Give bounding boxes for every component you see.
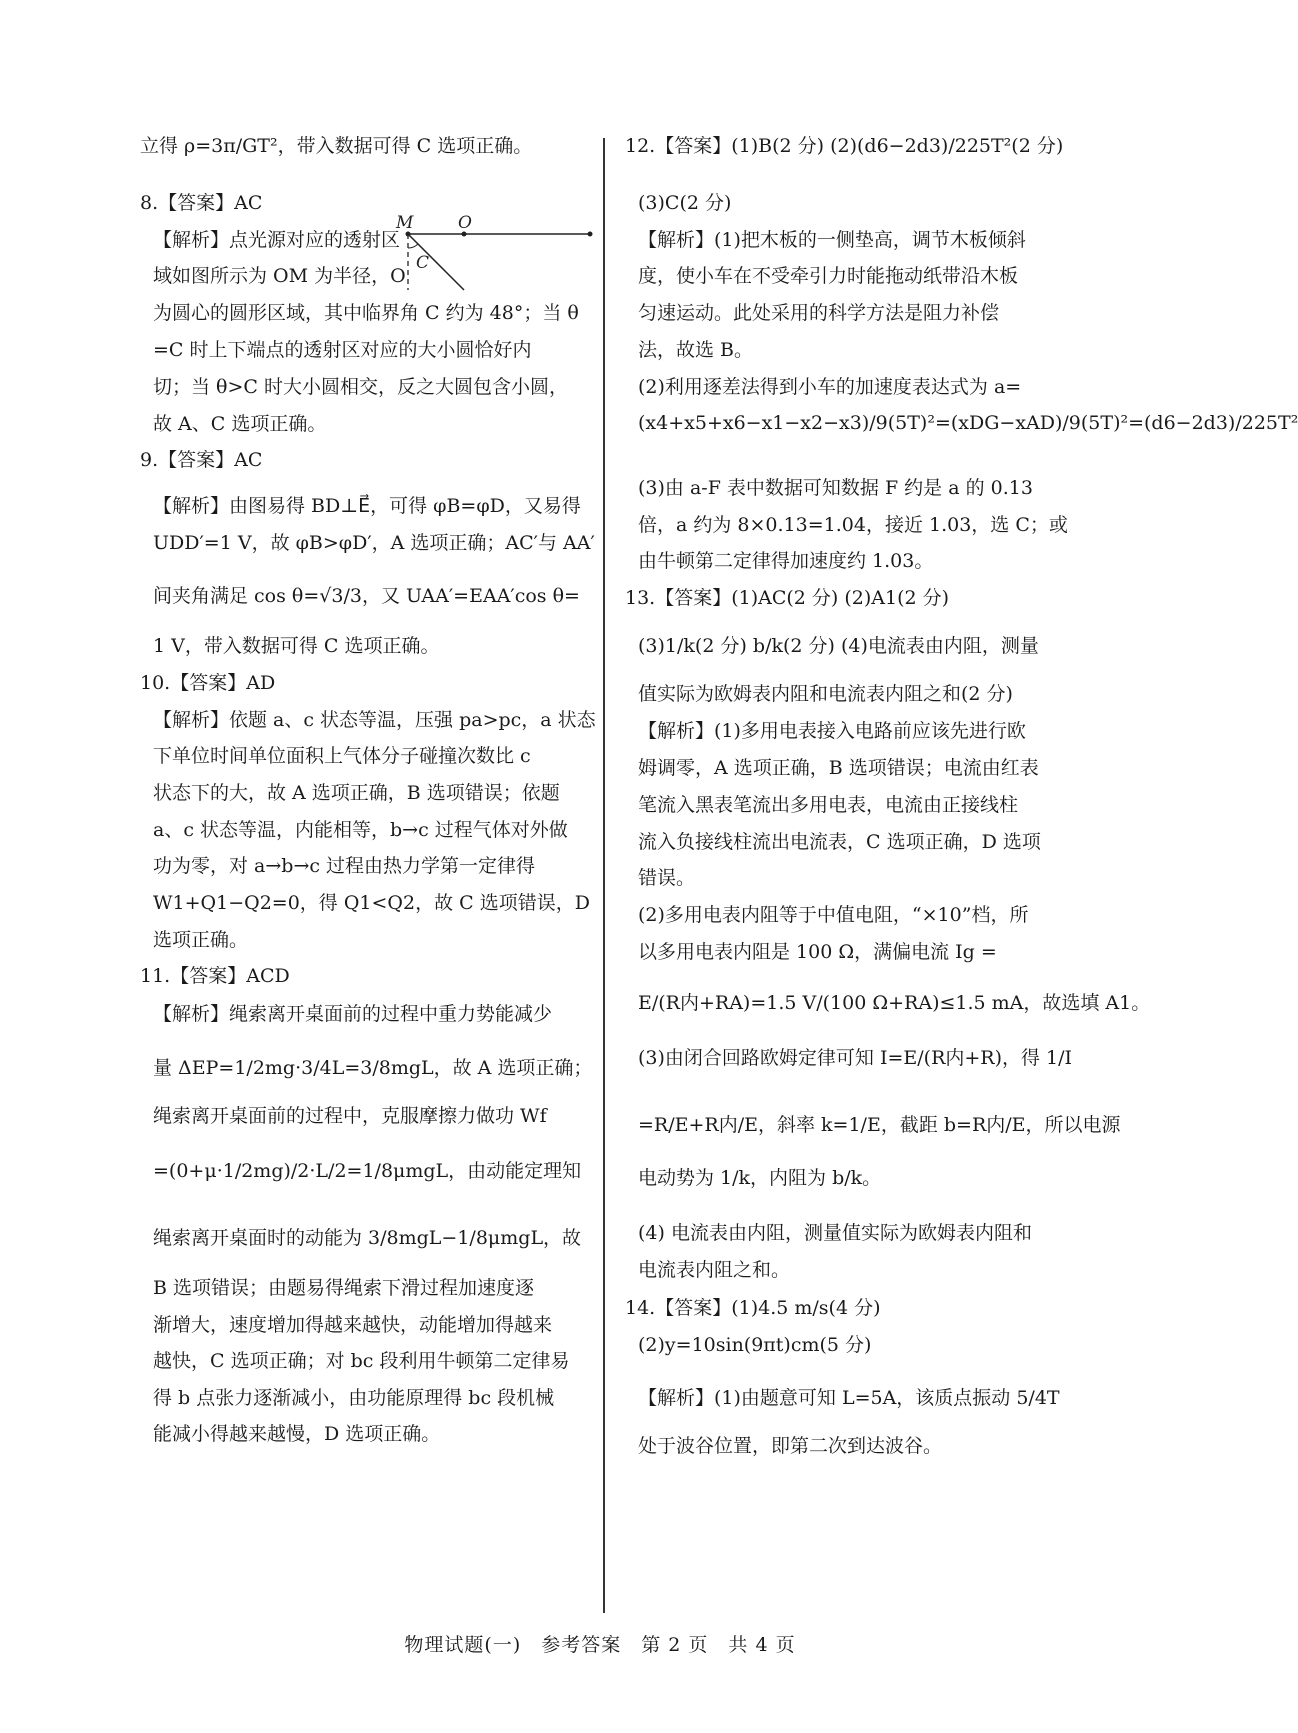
label-m: M bbox=[396, 213, 414, 233]
right-line: (2)多用电表内阻等于中值电阻，“×10”档，所 bbox=[638, 904, 1029, 926]
right-line: (3)C(2 分) bbox=[638, 192, 732, 214]
label-o: O bbox=[458, 213, 472, 233]
left-line: 功为零，对 a→b→c 过程由热力学第一定律得 bbox=[153, 855, 536, 877]
left-line: 越快，C 选项正确；对 bc 段利用牛顿第二定律易 bbox=[153, 1350, 570, 1372]
left-line: 绳索离开桌面前的过程中，克服摩擦力做功 Wf bbox=[153, 1105, 547, 1127]
left-line: 量 ΔEP=1/2mg·3/4L=3/8mgL，故 A 选项正确； bbox=[153, 1057, 593, 1079]
left-line: =(0+μ·1/2mg)/2·L/2=1/8μmgL，由动能定理知 bbox=[153, 1160, 582, 1182]
right-line: 错误。 bbox=[638, 867, 696, 889]
right-line: 姆调零，A 选项正确，B 选项错误；电流由红表 bbox=[638, 757, 1039, 779]
left-line: UDD′=1 V，故 φB>φD′，A 选项正确；AC′与 AA′ bbox=[153, 532, 595, 554]
right-line: 14.【答案】(1)4.5 m/s(4 分) bbox=[625, 1297, 881, 1319]
label-c: C bbox=[416, 253, 430, 273]
right-line: 【解析】(1)多用电表接入电路前应该先进行欧 bbox=[638, 720, 1026, 742]
right-line: 流入负接线柱流出电流表，C 选项正确，D 选项 bbox=[638, 831, 1041, 853]
right-line: (4) 电流表由内阻，测量值实际为欧姆表内阻和 bbox=[638, 1222, 1032, 1244]
right-line: 处于波谷位置，即第二次到达波谷。 bbox=[638, 1435, 943, 1457]
left-line: 【解析】点光源对应的透射区 bbox=[153, 229, 401, 251]
right-line: 12.【答案】(1)B(2 分) (2)(d6−2d3)/225T²(2 分) bbox=[625, 135, 1064, 157]
left-line: 状态下的大，故 A 选项正确，B 选项错误；依题 bbox=[153, 782, 560, 804]
right-line: 度，使小车在不受牵引力时能拖动纸带沿木板 bbox=[638, 265, 1019, 287]
left-line: 11.【答案】ACD bbox=[140, 965, 290, 987]
left-line: 1 V，带入数据可得 C 选项正确。 bbox=[153, 635, 440, 657]
left-line: 绳索离开桌面时的动能为 3/8mgL−1/8μmgL，故 bbox=[153, 1227, 582, 1249]
right-line: 13.【答案】(1)AC(2 分) (2)A1(2 分) bbox=[625, 587, 950, 609]
right-line: 法，故选 B。 bbox=[638, 339, 754, 361]
column-divider bbox=[603, 138, 605, 1613]
page-footer: 物理试题(一) 参考答案 第 2 页 共 4 页 bbox=[404, 1634, 796, 1656]
left-line: 下单位时间单位面积上气体分子碰撞次数比 c bbox=[153, 745, 531, 767]
left-line: 9.【答案】AC bbox=[140, 449, 263, 471]
right-line: 倍，a 约为 8×0.13=1.04，接近 1.03，选 C；或 bbox=[638, 514, 1068, 536]
right-line: (x4+x5+x6−x1−x2−x3)/9(5T)²=(xDG−xAD)/9(5T)²=(d6−2d3)/225T² bbox=[638, 412, 1298, 434]
left-line: 8.【答案】AC bbox=[140, 192, 263, 214]
left-line: 立得 ρ=3π/GT²，带入数据可得 C 选项正确。 bbox=[140, 135, 533, 157]
left-line: 间夹角满足 cos θ=√3/3，又 UAA′=EAA′cos θ= bbox=[153, 585, 580, 607]
right-line: 笔流入黑表笔流出多用电表，电流由正接线柱 bbox=[638, 794, 1019, 816]
right-line: (2)利用逐差法得到小车的加速度表达式为 a= bbox=[638, 376, 1022, 398]
right-line: (3)由 a-F 表中数据可知数据 F 约是 a 的 0.13 bbox=[638, 477, 1033, 499]
optics-figure bbox=[396, 213, 600, 312]
right-line: 值实际为欧姆表内阻和电流表内阻之和(2 分) bbox=[638, 683, 1013, 705]
left-line: 【解析】依题 a、c 状态等温，压强 pa>pc，a 状态 bbox=[153, 709, 596, 731]
left-line: W1+Q1−Q2=0，得 Q1<Q2，故 C 选项错误，D bbox=[153, 892, 590, 914]
right-line: 【解析】(1)把木板的一侧垫高，调节木板倾斜 bbox=[638, 229, 1026, 251]
left-line: 故 A、C 选项正确。 bbox=[153, 413, 327, 435]
right-line: (2)y=10sin(9πt)cm(5 分) bbox=[638, 1334, 872, 1356]
left-line: 10.【答案】AD bbox=[140, 672, 276, 694]
right-line: 匀速运动。此处采用的科学方法是阻力补偿 bbox=[638, 302, 1000, 324]
left-line: =C 时上下端点的透射区对应的大小圆恰好内 bbox=[153, 339, 532, 361]
right-line: 以多用电表内阻是 100 Ω，满偏电流 Ig = bbox=[638, 941, 997, 963]
left-line: 渐增大，速度增加得越来越快，动能增加得越来 bbox=[153, 1314, 553, 1336]
left-line: 切；当 θ>C 时大小圆相交，反之大圆包含小圆， bbox=[153, 376, 568, 398]
left-line: 能减小得越来越慢，D 选项正确。 bbox=[153, 1423, 441, 1445]
right-line: =R/E+R内/E，斜率 k=1/E，截距 b=R内/E，所以电源 bbox=[638, 1114, 1121, 1136]
angle-arc bbox=[408, 244, 418, 248]
left-line: 得 b 点张力逐渐减小，由功能原理得 bc 段机械 bbox=[153, 1387, 555, 1409]
right-line: 【解析】(1)由题意可知 L=5A，该质点振动 5/4T bbox=[638, 1387, 1060, 1409]
right-line: 由牛顿第二定律得加速度约 1.03。 bbox=[638, 550, 934, 572]
left-line: 域如图所示为 OM 为半径，O bbox=[153, 265, 406, 287]
right-line: 电流表内阻之和。 bbox=[638, 1259, 791, 1281]
left-line: a、c 状态等温，内能相等，b→c 过程气体对外做 bbox=[153, 819, 568, 841]
point-end bbox=[588, 232, 593, 237]
right-line: (3)由闭合回路欧姆定律可知 I=E/(R内+R)，得 1/I bbox=[638, 1047, 1073, 1069]
left-line: 【解析】绳索离开桌面前的过程中重力势能减少 bbox=[153, 1003, 553, 1025]
left-line: 为圆心的圆形区域，其中临界角 C 约为 48°；当 θ bbox=[153, 302, 579, 324]
right-line: (3)1/k(2 分) b/k(2 分) (4)电流表由内阻，测量 bbox=[638, 635, 1039, 657]
right-line: E/(R内+RA)=1.5 V/(100 Ω+RA)≤1.5 mA，故选填 A1。 bbox=[638, 992, 1151, 1014]
left-line: 选项正确。 bbox=[153, 929, 249, 951]
right-line: 电动势为 1/k，内阻为 b/k。 bbox=[638, 1167, 882, 1189]
left-line: 【解析】由图易得 BD⊥E⃗，可得 φB=φD，又易得 bbox=[153, 495, 581, 517]
left-line: B 选项错误；由题易得绳索下滑过程加速度逐 bbox=[153, 1277, 535, 1299]
